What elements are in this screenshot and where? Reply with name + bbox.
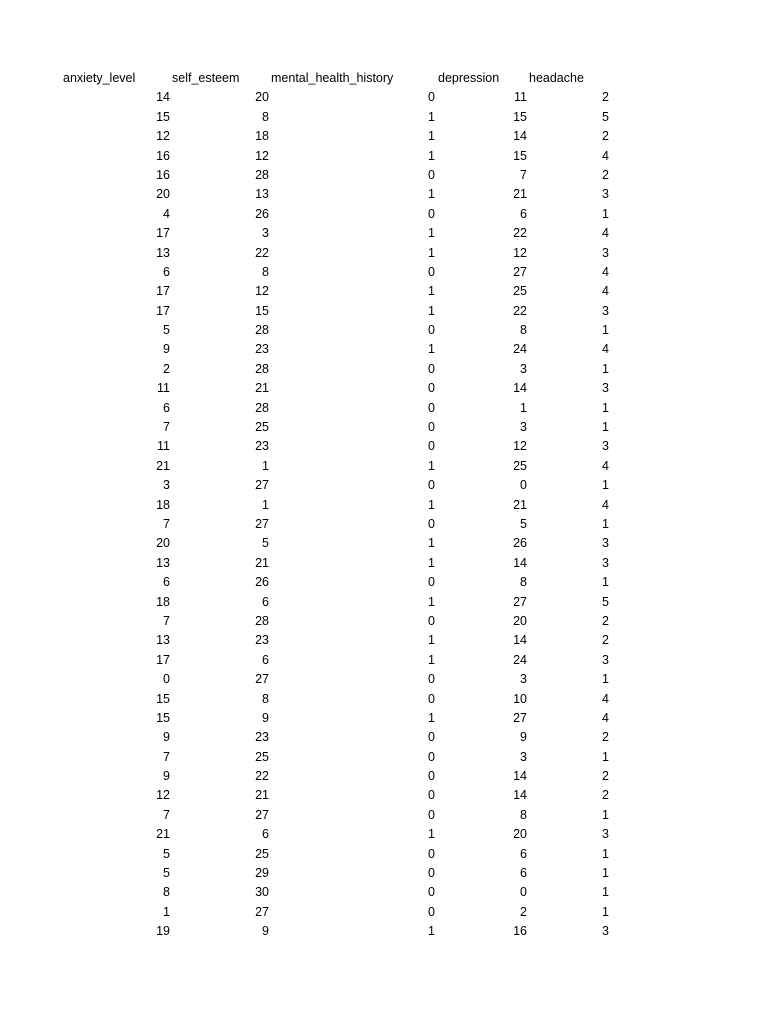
table-cell: 20 (255, 90, 269, 105)
table-cell: 6 (520, 866, 527, 881)
table-cell: 0 (428, 788, 435, 803)
table-cell: 0 (428, 691, 435, 706)
table-cell: 23 (255, 730, 269, 745)
table-cell: 1 (428, 245, 435, 260)
table-cell: 1 (602, 361, 609, 376)
header-mental-health-history: mental_health_history (271, 71, 394, 85)
table-cell: 22 (255, 245, 269, 260)
table-row (0, 282, 768, 301)
table-row (0, 476, 768, 495)
table-cell: 11 (514, 90, 527, 105)
table-cell: 1 (428, 827, 435, 842)
table-cell: 12 (156, 788, 170, 803)
table-cell: 1 (602, 904, 609, 919)
table-cell: 12 (255, 284, 269, 299)
table-cell: 20 (513, 827, 527, 842)
table-row (0, 631, 768, 650)
table-cell: 1 (602, 323, 609, 338)
table-cell: 1 (428, 555, 435, 570)
table-cell: 0 (428, 672, 435, 687)
table-cell: 6 (163, 400, 170, 415)
table-cell: 1 (602, 400, 609, 415)
table-cell: 16 (156, 167, 170, 182)
table-cell: 27 (255, 672, 269, 687)
table-cell: 27 (255, 807, 269, 822)
table-cell: 3 (163, 478, 170, 493)
table-row (0, 185, 768, 204)
table-cell: 0 (428, 167, 435, 182)
table-cell: 2 (163, 361, 170, 376)
table-cell: 7 (163, 613, 170, 628)
table-cell: 0 (428, 846, 435, 861)
table-cell: 2 (602, 129, 609, 144)
table-cell: 14 (156, 90, 170, 105)
table-cell: 8 (520, 575, 527, 590)
table-cell: 13 (156, 633, 170, 648)
table-cell: 3 (602, 439, 609, 454)
table-cell: 15 (156, 710, 170, 725)
table-cell: 1 (428, 148, 435, 163)
table-cell: 5 (262, 536, 269, 551)
table-cell: 27 (255, 516, 269, 531)
table-row (0, 534, 768, 553)
table-cell: 6 (163, 575, 170, 590)
table-cell: 0 (428, 904, 435, 919)
table-cell: 1 (602, 420, 609, 435)
table-cell: 18 (156, 497, 170, 512)
table-cell: 3 (602, 536, 609, 551)
table-row (0, 690, 768, 709)
table-cell: 12 (513, 245, 527, 260)
table-cell: 6 (262, 652, 269, 667)
table-row (0, 379, 768, 398)
table-cell: 4 (163, 206, 170, 221)
table-row (0, 418, 768, 437)
table-row (0, 670, 768, 689)
table-cell: 4 (602, 284, 609, 299)
table-cell: 27 (255, 904, 269, 919)
table-cell: 19 (156, 924, 170, 939)
table-cell: 14 (513, 769, 527, 784)
table-cell: 1 (602, 516, 609, 531)
table-cell: 9 (262, 710, 269, 725)
table-cell: 3 (520, 420, 527, 435)
table-cell: 16 (513, 924, 527, 939)
table-cell: 11 (157, 439, 170, 454)
header-anxiety-level: anxiety_level (63, 71, 136, 85)
table-row (0, 651, 768, 670)
table-cell: 25 (513, 284, 527, 299)
table-cell: 0 (428, 361, 435, 376)
table-cell: 0 (428, 730, 435, 745)
header-depression: depression (438, 71, 500, 85)
table-row (0, 728, 768, 747)
table-row (0, 147, 768, 166)
table-cell: 12 (255, 148, 269, 163)
table-cell: 3 (602, 303, 609, 318)
table-cell: 1 (428, 594, 435, 609)
table-cell: 6 (262, 594, 269, 609)
table-cell: 0 (428, 90, 435, 105)
table-cell: 0 (428, 575, 435, 590)
table-cell: 2 (602, 633, 609, 648)
table-cell: 23 (255, 633, 269, 648)
table-cell: 16 (156, 148, 170, 163)
table-cell: 1 (428, 284, 435, 299)
table-cell: 13 (156, 555, 170, 570)
table-cell: 14 (513, 129, 527, 144)
table-cell: 22 (513, 226, 527, 241)
table-cell: 23 (255, 439, 269, 454)
table-row (0, 302, 768, 321)
table-cell: 8 (262, 264, 269, 279)
table-row (0, 108, 768, 127)
table-cell: 21 (255, 381, 269, 396)
table-cell: 9 (163, 342, 170, 357)
table-row (0, 922, 768, 941)
table-cell: 0 (428, 478, 435, 493)
table-cell: 7 (520, 167, 527, 182)
table-cell: 1 (428, 129, 435, 144)
table-row (0, 166, 768, 185)
table-cell: 4 (602, 458, 609, 473)
table-row (0, 515, 768, 534)
table-cell: 1 (602, 749, 609, 764)
table-cell: 0 (428, 613, 435, 628)
table-cell: 3 (602, 652, 609, 667)
table-row (0, 205, 768, 224)
table-cell: 8 (520, 323, 527, 338)
table-cell: 25 (255, 846, 269, 861)
header-row (0, 69, 768, 88)
table-row (0, 554, 768, 573)
table-cell: 4 (602, 691, 609, 706)
table-cell: 1 (262, 458, 269, 473)
table-cell: 9 (163, 769, 170, 784)
table-cell: 5 (163, 323, 170, 338)
table-cell: 21 (513, 187, 527, 202)
table-cell: 15 (156, 109, 170, 124)
table-cell: 6 (520, 206, 527, 221)
table-cell: 30 (255, 885, 269, 900)
table-cell: 25 (255, 749, 269, 764)
table-cell: 7 (163, 420, 170, 435)
table-cell: 6 (262, 827, 269, 842)
table-cell: 1 (602, 478, 609, 493)
table-cell: 3 (602, 245, 609, 260)
table-cell: 1 (428, 710, 435, 725)
table-cell: 1 (428, 458, 435, 473)
table-cell: 2 (602, 613, 609, 628)
table-row (0, 263, 768, 282)
table-row (0, 224, 768, 243)
table-cell: 12 (513, 439, 527, 454)
table-row (0, 612, 768, 631)
table-cell: 13 (156, 245, 170, 260)
table-cell: 0 (428, 264, 435, 279)
table-cell: 8 (163, 885, 170, 900)
table-cell: 18 (255, 129, 269, 144)
table-row (0, 399, 768, 418)
table-cell: 5 (602, 109, 609, 124)
table-cell: 1 (520, 400, 527, 415)
table-cell: 5 (163, 866, 170, 881)
table-cell: 0 (520, 885, 527, 900)
table-row (0, 748, 768, 767)
table-cell: 0 (163, 672, 170, 687)
table-cell: 0 (428, 323, 435, 338)
table-cell: 1 (602, 807, 609, 822)
table-cell: 22 (513, 303, 527, 318)
table-cell: 1 (602, 866, 609, 881)
table-cell: 27 (513, 264, 527, 279)
table-cell: 3 (602, 381, 609, 396)
table-cell: 1 (602, 206, 609, 221)
table-cell: 3 (602, 924, 609, 939)
table-row (0, 593, 768, 612)
table-cell: 21 (513, 497, 527, 512)
table-row (0, 903, 768, 922)
table-cell: 4 (602, 342, 609, 357)
table-cell: 4 (602, 264, 609, 279)
table-cell: 0 (428, 420, 435, 435)
table-cell: 0 (428, 807, 435, 822)
table-cell: 1 (428, 633, 435, 648)
table-cell: 3 (520, 672, 527, 687)
table-cell: 14 (513, 555, 527, 570)
table-cell: 1 (428, 536, 435, 551)
table-cell: 26 (513, 536, 527, 551)
table-row (0, 244, 768, 263)
table-cell: 21 (255, 555, 269, 570)
table-cell: 1 (428, 109, 435, 124)
table-cell: 25 (255, 420, 269, 435)
table-row (0, 437, 768, 456)
table-cell: 28 (255, 613, 269, 628)
table-row (0, 127, 768, 146)
table-cell: 5 (163, 846, 170, 861)
table-cell: 8 (262, 691, 269, 706)
table-row (0, 573, 768, 592)
table-row (0, 786, 768, 805)
table-cell: 2 (602, 90, 609, 105)
table-cell: 9 (262, 924, 269, 939)
table-cell: 10 (513, 691, 527, 706)
table-cell: 13 (255, 187, 269, 202)
table-cell: 26 (255, 575, 269, 590)
table-row (0, 767, 768, 786)
table-cell: 7 (163, 749, 170, 764)
table-cell: 1 (262, 497, 269, 512)
table-row (0, 457, 768, 476)
table-cell: 18 (156, 594, 170, 609)
header-self-esteem: self_esteem (172, 71, 240, 85)
table-cell: 5 (602, 594, 609, 609)
table-cell: 0 (428, 516, 435, 531)
table-row (0, 496, 768, 515)
table-cell: 21 (255, 788, 269, 803)
table-cell: 3 (520, 361, 527, 376)
table-cell: 2 (602, 730, 609, 745)
table-cell: 1 (428, 303, 435, 318)
table-cell: 1 (428, 226, 435, 241)
table-cell: 15 (513, 148, 527, 163)
table-cell: 1 (602, 846, 609, 861)
table-cell: 2 (520, 904, 527, 919)
table-cell: 1 (428, 342, 435, 357)
table-cell: 1 (163, 904, 170, 919)
table-cell: 0 (428, 400, 435, 415)
table-cell: 0 (428, 206, 435, 221)
table-cell: 28 (255, 167, 269, 182)
table-cell: 0 (428, 749, 435, 764)
table-cell: 25 (513, 458, 527, 473)
table-cell: 23 (255, 342, 269, 357)
table-row (0, 825, 768, 844)
table-cell: 17 (156, 226, 170, 241)
table-cell: 4 (602, 497, 609, 512)
table-cell: 17 (156, 284, 170, 299)
table-cell: 2 (602, 769, 609, 784)
table-cell: 14 (513, 633, 527, 648)
table-row (0, 709, 768, 728)
table-cell: 24 (513, 652, 527, 667)
table-row (0, 360, 768, 379)
table-cell: 0 (428, 885, 435, 900)
table-cell: 3 (602, 555, 609, 570)
table-row (0, 340, 768, 359)
table-cell: 2 (602, 788, 609, 803)
table-cell: 7 (163, 516, 170, 531)
table-cell: 0 (428, 439, 435, 454)
table-cell: 2 (602, 167, 609, 182)
table-cell: 7 (163, 807, 170, 822)
table-cell: 6 (520, 846, 527, 861)
table-cell: 11 (157, 381, 170, 396)
table-cell: 15 (156, 691, 170, 706)
spreadsheet-table (0, 69, 768, 942)
table-cell: 5 (520, 516, 527, 531)
table-cell: 24 (513, 342, 527, 357)
table-cell: 27 (255, 478, 269, 493)
table-cell: 1 (428, 497, 435, 512)
table-cell: 0 (428, 866, 435, 881)
table-cell: 29 (255, 866, 269, 881)
table-cell: 14 (513, 381, 527, 396)
table-cell: 17 (156, 652, 170, 667)
table-row (0, 864, 768, 883)
table-cell: 22 (255, 769, 269, 784)
table-cell: 0 (428, 769, 435, 784)
table-cell: 9 (520, 730, 527, 745)
table-cell: 3 (262, 226, 269, 241)
table-row (0, 321, 768, 340)
table-cell: 4 (602, 710, 609, 725)
table-cell: 14 (513, 788, 527, 803)
table-cell: 27 (513, 594, 527, 609)
table-cell: 17 (156, 303, 170, 318)
table-row (0, 806, 768, 825)
table-cell: 3 (520, 749, 527, 764)
table-cell: 1 (428, 187, 435, 202)
table-row (0, 88, 768, 107)
table-cell: 1 (428, 924, 435, 939)
table-cell: 1 (602, 885, 609, 900)
header-headache: headache (529, 71, 584, 85)
table-cell: 8 (520, 807, 527, 822)
table-cell: 28 (255, 361, 269, 376)
table-cell: 27 (513, 710, 527, 725)
table-cell: 15 (513, 109, 527, 124)
table-cell: 0 (428, 381, 435, 396)
table-cell: 28 (255, 323, 269, 338)
table-cell: 26 (255, 206, 269, 221)
table-cell: 3 (602, 827, 609, 842)
table-cell: 0 (520, 478, 527, 493)
table-cell: 1 (602, 672, 609, 687)
table-cell: 3 (602, 187, 609, 202)
table-cell: 1 (602, 575, 609, 590)
table-cell: 20 (156, 187, 170, 202)
table-cell: 12 (156, 129, 170, 144)
table-cell: 8 (262, 109, 269, 124)
table-cell: 15 (255, 303, 269, 318)
table-cell: 9 (163, 730, 170, 745)
table-cell: 20 (513, 613, 527, 628)
table-cell: 20 (156, 536, 170, 551)
table-cell: 4 (602, 148, 609, 163)
table-body (0, 88, 768, 941)
table-row (0, 883, 768, 902)
table-cell: 6 (163, 264, 170, 279)
table-cell: 1 (428, 652, 435, 667)
table-cell: 21 (156, 827, 170, 842)
table-cell: 21 (156, 458, 170, 473)
table-cell: 28 (255, 400, 269, 415)
table-cell: 4 (602, 226, 609, 241)
table-row (0, 845, 768, 864)
